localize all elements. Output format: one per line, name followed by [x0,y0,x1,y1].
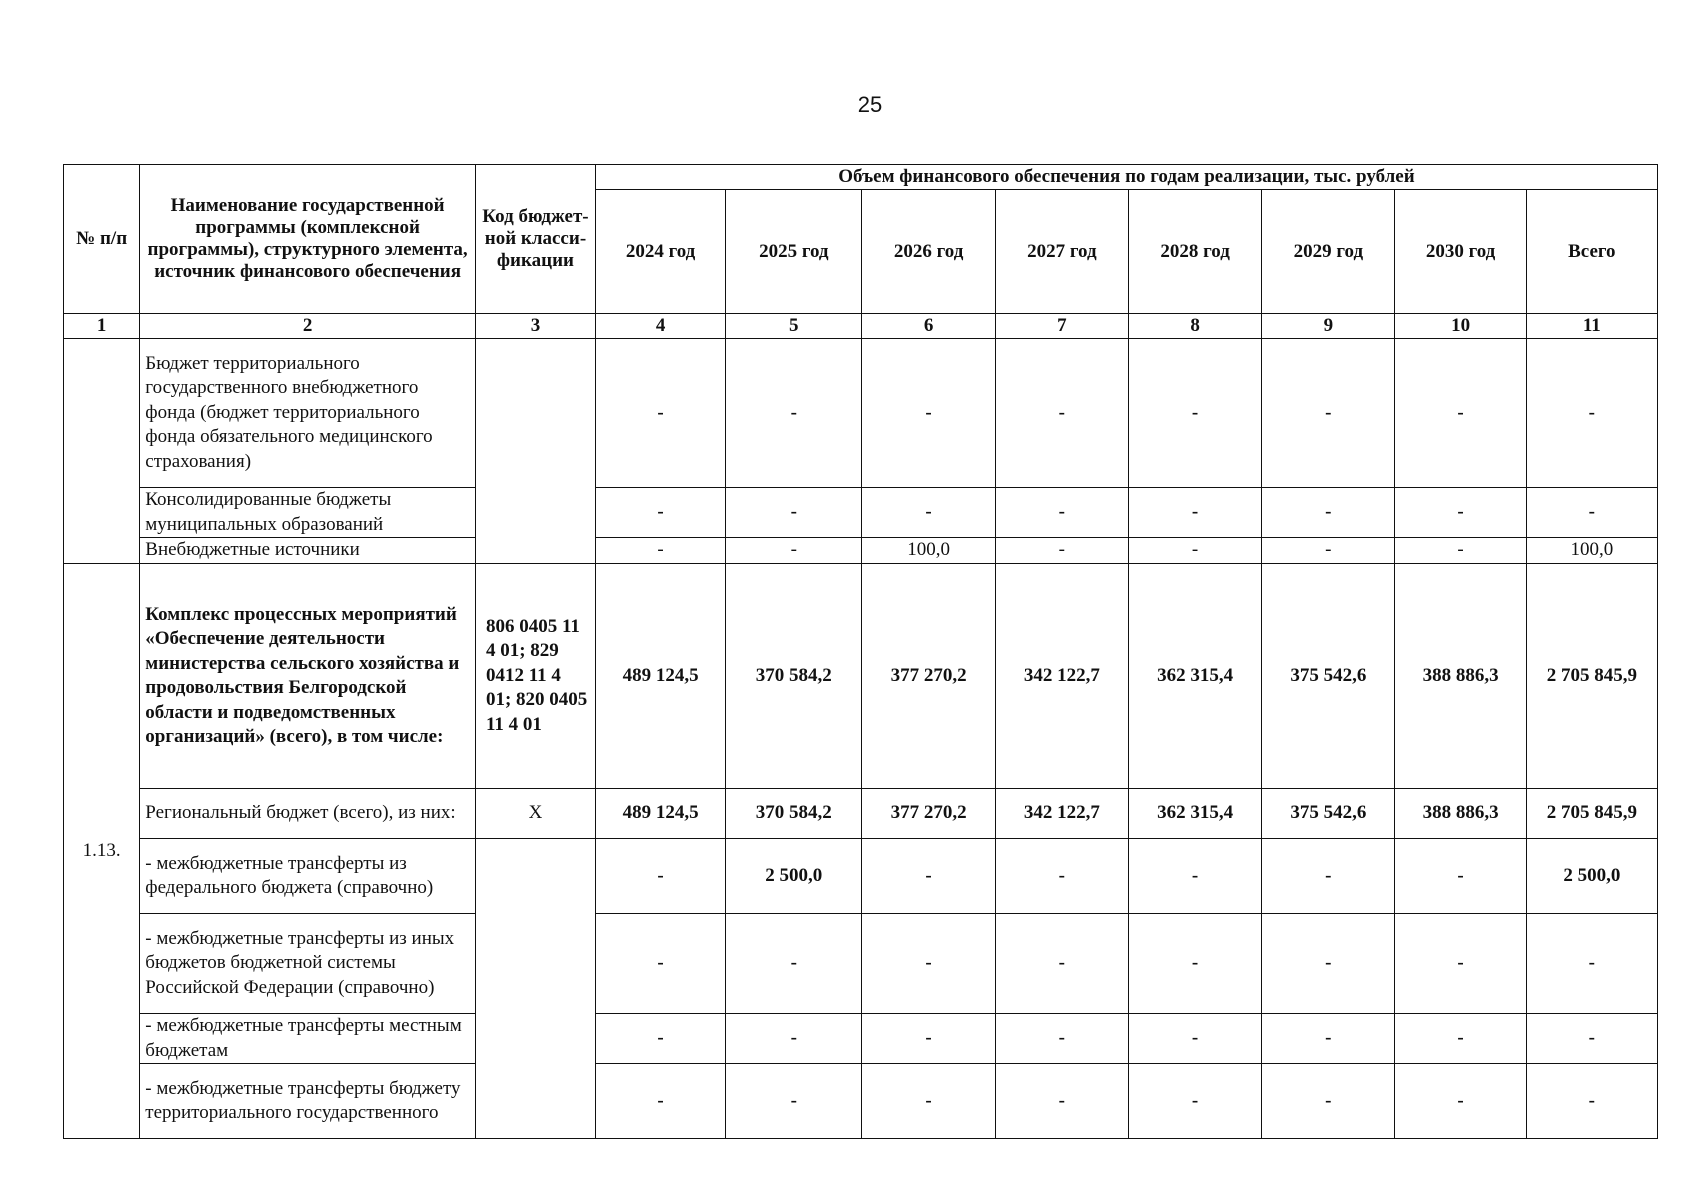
row-value: - [595,538,725,564]
row-value: - [1262,1064,1395,1139]
row-value: - [1526,488,1657,538]
header-year-2027: 2027 год [995,190,1128,314]
row-value: 2 500,0 [726,839,862,914]
row-value: - [1526,914,1657,1014]
row-value: - [595,1014,725,1064]
row-name: Региональный бюджет (всего), из них: [140,789,476,839]
row-code: 806 0405 11 4 01; 829 0412 11 4 01; 820 0405 11 4 01 [475,564,595,789]
row-value: - [1526,339,1657,488]
row-value: - [862,839,995,914]
table-row [64,914,1658,1014]
row-value: - [862,914,995,1014]
row-value: - [595,1064,725,1139]
row-number [64,339,140,564]
row-value: - [1526,1064,1657,1139]
row-value: - [1128,1014,1261,1064]
row-value: - [995,538,1128,564]
header-year-2028: 2028 год [1128,190,1261,314]
row-value: - [1395,1064,1526,1139]
row-value: - [1526,1014,1657,1064]
column-index-row [64,314,1658,339]
column-index: 11 [1526,314,1657,339]
table-row [64,488,1658,538]
page-number-text: 25 [857,92,883,117]
row-value: - [1128,914,1261,1014]
header-year-2029: 2029 год [1262,190,1395,314]
row-value: - [995,488,1128,538]
row-value: - [1128,339,1261,488]
column-index: 10 [1395,314,1526,339]
row-value: - [726,488,862,538]
row-name: - межбюджетные трансферты из иных бюджетов бюджетной системы Российской Федерации (справочно) [140,914,476,1014]
table-row [64,339,1658,488]
header-year-2026: 2026 год [862,190,995,314]
row-value: - [995,914,1128,1014]
header-total: Всего [1526,190,1657,314]
row-value: - [862,1064,995,1139]
row-number: 1.13. [64,564,140,1139]
row-value: - [726,1064,862,1139]
row-value: - [595,914,725,1014]
row-name: - межбюджетные трансферты из федерального бюджета (справочно) [140,839,476,914]
row-value: - [1395,1014,1526,1064]
table-row [64,538,1658,564]
row-value: - [726,1014,862,1064]
column-index: 4 [595,314,725,339]
row-value: - [595,488,725,538]
row-value: - [1128,839,1261,914]
column-index: 9 [1262,314,1395,339]
row-name: - межбюджетные трансферты бюджету территориального государственного [140,1064,476,1139]
row-value: - [1262,839,1395,914]
header-num: № п/п [64,165,140,314]
row-value: 370 584,2 [726,789,862,839]
row-value: - [1395,839,1526,914]
header-year-2030: 2030 год [1395,190,1526,314]
row-value: - [1262,914,1395,1014]
row-value: 377 270,2 [862,564,995,789]
row-value: - [1262,339,1395,488]
column-index: 1 [64,314,140,339]
header-year-2025: 2025 год [726,190,862,314]
row-name: - межбюджетные трансферты местным бюджетам [140,1014,476,1064]
column-index: 8 [1128,314,1261,339]
column-index: 2 [140,314,476,339]
row-value: - [1128,488,1261,538]
row-value: - [1395,339,1526,488]
row-value: 2 705 845,9 [1526,789,1657,839]
budget-table [63,164,1658,1139]
row-value: 100,0 [862,538,995,564]
row-value: - [726,914,862,1014]
row-value: 370 584,2 [726,564,862,789]
table-row [64,1014,1658,1064]
row-value: 342 122,7 [995,789,1128,839]
header-year-2024: 2024 год [595,190,725,314]
row-value: 100,0 [1526,538,1657,564]
row-value: 2 705 845,9 [1526,564,1657,789]
row-value: - [995,339,1128,488]
row-value: - [1262,1014,1395,1064]
table-row [64,839,1658,914]
row-value: - [595,839,725,914]
row-value: - [995,839,1128,914]
row-value: 362 315,4 [1128,789,1261,839]
row-value: - [726,538,862,564]
row-name: Бюджет территориального государственного внебюджетного фонда (бюджет территориального фонда обязательного медицинского страхования) [140,339,476,488]
row-code: X [475,789,595,839]
table-row [64,789,1658,839]
row-code [475,339,595,564]
header-code: Код бюджет-ной класси-фикации [475,165,595,314]
row-value: - [862,488,995,538]
row-value: - [1128,538,1261,564]
row-value: 342 122,7 [995,564,1128,789]
row-name: Комплекс процессных мероприятий «Обеспечение деятельности министерства сельского хозяйства и продовольствия Белгородской области и подведомственных организаций» (всего), в том числе: [140,564,476,789]
table-row [64,564,1658,789]
column-index: 7 [995,314,1128,339]
column-index: 3 [475,314,595,339]
row-value: - [1395,488,1526,538]
row-code [475,839,595,1139]
row-value: 377 270,2 [862,789,995,839]
row-value: - [995,1014,1128,1064]
row-value: 388 886,3 [1395,564,1526,789]
page-number [0,92,1708,118]
row-value: - [1395,914,1526,1014]
row-name: Консолидированные бюджеты муниципальных образований [140,488,476,538]
header-row-1 [64,165,1658,190]
header-name: Наименование государственной программы (комплексной программы), структурного элемента, источник финансового обеспечения [140,165,476,314]
row-value: - [862,339,995,488]
row-value: 362 315,4 [1128,564,1261,789]
row-value: - [862,1014,995,1064]
row-value: - [726,339,862,488]
column-index: 6 [862,314,995,339]
table-row [64,1064,1658,1139]
row-value: 489 124,5 [595,564,725,789]
header-funding-group: Объем финансового обеспечения по годам реализации, тыс. рублей [595,165,1657,190]
row-value: - [1128,1064,1261,1139]
row-value: - [1262,538,1395,564]
row-value: - [1395,538,1526,564]
column-index: 5 [726,314,862,339]
row-value: 489 124,5 [595,789,725,839]
row-value: - [595,339,725,488]
row-value: - [1262,488,1395,538]
row-name: Внебюджетные источники [140,538,476,564]
row-value: 375 542,6 [1262,789,1395,839]
row-value: 375 542,6 [1262,564,1395,789]
row-value: - [995,1064,1128,1139]
row-value: 2 500,0 [1526,839,1657,914]
row-value: 388 886,3 [1395,789,1526,839]
